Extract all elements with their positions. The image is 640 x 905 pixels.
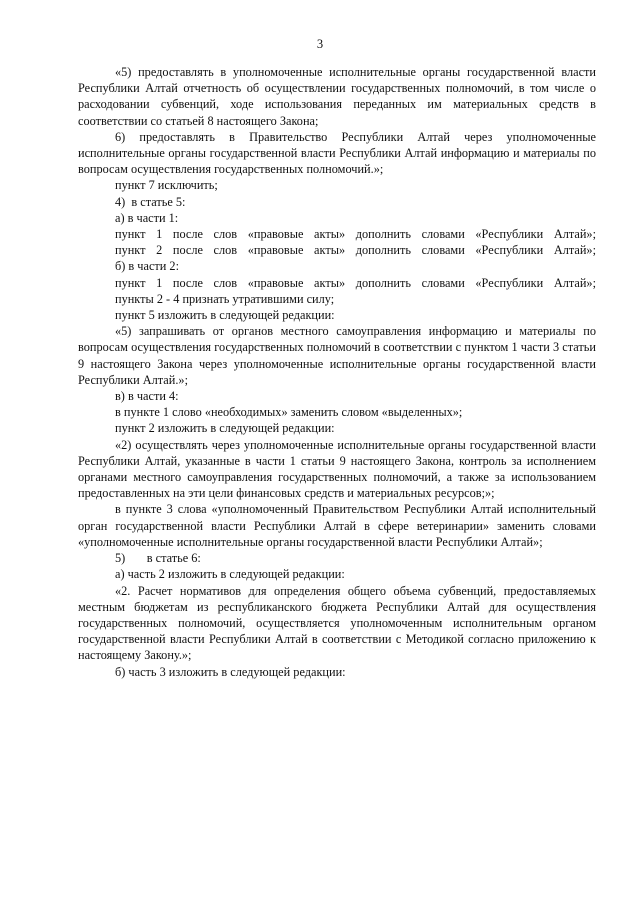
paragraph-article-6-part-2-text: «2. Расчет нормативов для определения общего объема субвенций, предоставляемых местным бюджетам из республиканского бюджета Республики Алтай для осуществления государственных полномочий, осуществляется уполномоченным исполнительным органом государственной власти Республики Алтай в соответствии с Методикой согласно приложению к настоящему Закону.»; bbox=[78, 583, 600, 663]
paragraph-item-5-text: «5) запрашивать от органов местного самоуправления информацию и материалы по вопросам осуществления государственных полномочий в соответствии с пунктом 1 части 3 статьи 9 настоящего Закона через уполномоченные исполнительные органы государственной власти Республики Алтай.»; bbox=[78, 324, 600, 387]
paragraph-item-2-new-edition: пункт 2 изложить в следующей редакции: bbox=[115, 421, 335, 436]
paragraph-article-6-part-2-heading: а) часть 2 изложить в следующей редакции: bbox=[115, 567, 345, 582]
paragraph-item-2-text: «2) осуществлять через уполномоченные исполнительные органы государственной власти Республики Алтай, указанные в части 1 статьи 9 настоящего Закона, контроль за исполнением органами местного самоуправления государственных полномочий, а также за использованием предоставленных на эти цели финансовых средств и материальных ресурсов;»; bbox=[78, 437, 600, 501]
paragraph-part-4-heading: в) в части 4: bbox=[115, 389, 179, 404]
paragraph-item-5-new-edition: пункт 5 изложить в следующей редакции: bbox=[115, 308, 335, 323]
paragraph-part-1-heading: а) в части 1: bbox=[115, 210, 179, 225]
paragraph-item-5-reporting: «5) предоставлять в уполномоченные исполнительные органы государственной власти Республики Алтай отчетность об осуществлении государственных полномочий, в том числе о расходовании субвенций, ходе использования переданных им материальных средств в соответствии со статьей 8 настоящего Закона; bbox=[78, 65, 600, 128]
paragraph-item-3-replace: в пункте 3 слова «уполномоченный Правительством Республики Алтай исполнительный орган государственной власти Республики Алтай в сфере ветеринарии» заменить словами «уполномоченные исполнительные органы государственной власти Республики Алтай»; bbox=[78, 502, 600, 549]
paragraph-part-2-item-1: пункт 1 после слов «правовые акты» дополнить словами «Республики Алтай»; bbox=[115, 275, 596, 290]
page-number: 3 bbox=[316, 37, 324, 51]
paragraph-item-6-government: 6) предоставлять в Правительство Республики Алтай через уполномоченные исполнительные органы государственной власти Республики Алтай информацию и материалы по вопросам осуществления государственных полномочий.»; bbox=[78, 129, 600, 177]
paragraph-part-1-item-1: пункт 1 после слов «правовые акты» дополнить словами «Республики Алтай»; bbox=[115, 227, 596, 242]
paragraph-part-4-item-1: в пункте 1 слово «необходимых» заменить словом «выделенных»; bbox=[115, 405, 463, 420]
paragraph-exclude-item-7: пункт 7 исключить; bbox=[115, 178, 218, 193]
paragraph-article-5-heading: 4) в статье 5: bbox=[115, 194, 186, 209]
paragraph-article-6-heading: 5) в статье 6: bbox=[115, 551, 201, 566]
paragraph-part-2-heading: б) в части 2: bbox=[115, 259, 180, 274]
paragraph-part-1-item-2: пункт 2 после слов «правовые акты» дополнить словами «Республики Алтай»; bbox=[115, 243, 596, 258]
paragraph-article-6-part-3-heading: б) часть 3 изложить в следующей редакции: bbox=[115, 664, 346, 679]
document-body bbox=[78, 64, 600, 680]
paragraph-items-2-4-void: пункты 2 - 4 признать утратившими силу; bbox=[115, 291, 335, 306]
